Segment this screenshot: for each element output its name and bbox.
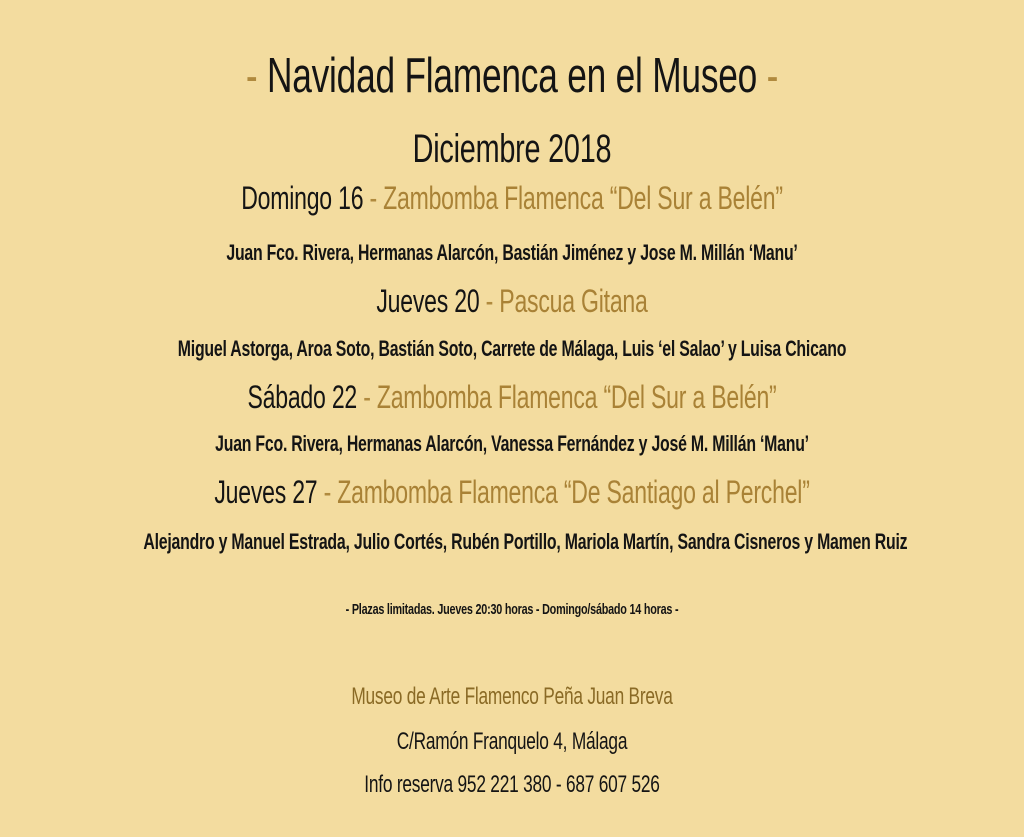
event-separator: - bbox=[357, 379, 377, 415]
schedule-note: - Plazas limitadas. Jueves 20:30 horas - Domingo/sábado 14 horas - bbox=[345, 601, 679, 618]
poster-title bbox=[143, 46, 880, 106]
event-name: Zambomba Flamenca “De Santiago al Perchel” bbox=[337, 474, 810, 510]
event-artists: Alejandro y Manuel Estrada, Julio Cortés, Rubén Portillo, Mariola Martín, Sandra Cisneros y Mamen Ruiz bbox=[143, 529, 908, 554]
event-separator: - bbox=[363, 180, 384, 216]
event-day: Domingo 16 bbox=[241, 180, 364, 216]
title-dash-right: - bbox=[757, 49, 779, 103]
event-day: Jueves 20 bbox=[376, 283, 480, 319]
event-day: Jueves 27 bbox=[214, 474, 318, 510]
event-heading bbox=[143, 377, 880, 417]
venue-address: C/Ramón Franquelo 4, Málaga bbox=[396, 728, 628, 755]
event-name: Zambomba Flamenca “Del Sur a Belén” bbox=[376, 379, 777, 415]
title-text: Navidad Flamenca en el Museo bbox=[266, 49, 758, 103]
event-heading bbox=[143, 178, 880, 218]
venue-booking-info: Info reserva 952 221 380 - 687 607 526 bbox=[364, 771, 660, 798]
event-artists: Miguel Astorga, Aroa Soto, Bastián Soto, Carrete de Málaga, Luis ‘el Salao’ y Luisa Chicano bbox=[177, 336, 847, 361]
event-name: Zambomba Flamenca “Del Sur a Belén” bbox=[383, 180, 783, 216]
event-artists: Juan Fco. Rivera, Hermanas Alarcón, Vanessa Fernández y José M. Millán ‘Manu’ bbox=[215, 431, 809, 456]
event-heading bbox=[143, 281, 880, 321]
event-artists: Juan Fco. Rivera, Hermanas Alarcón, Bastián Jiménez y Jose M. Millán ‘Manu’ bbox=[226, 240, 798, 265]
event-heading bbox=[143, 472, 880, 512]
poster-subtitle: Diciembre 2018 bbox=[412, 127, 612, 171]
venue-name: Museo de Arte Flamenco Peña Juan Breva bbox=[351, 683, 673, 710]
event-separator: - bbox=[317, 474, 338, 510]
event-separator: - bbox=[479, 283, 500, 319]
title-dash-left: - bbox=[245, 49, 267, 103]
event-name: Pascua Gitana bbox=[499, 283, 648, 319]
event-day: Sábado 22 bbox=[247, 379, 358, 415]
